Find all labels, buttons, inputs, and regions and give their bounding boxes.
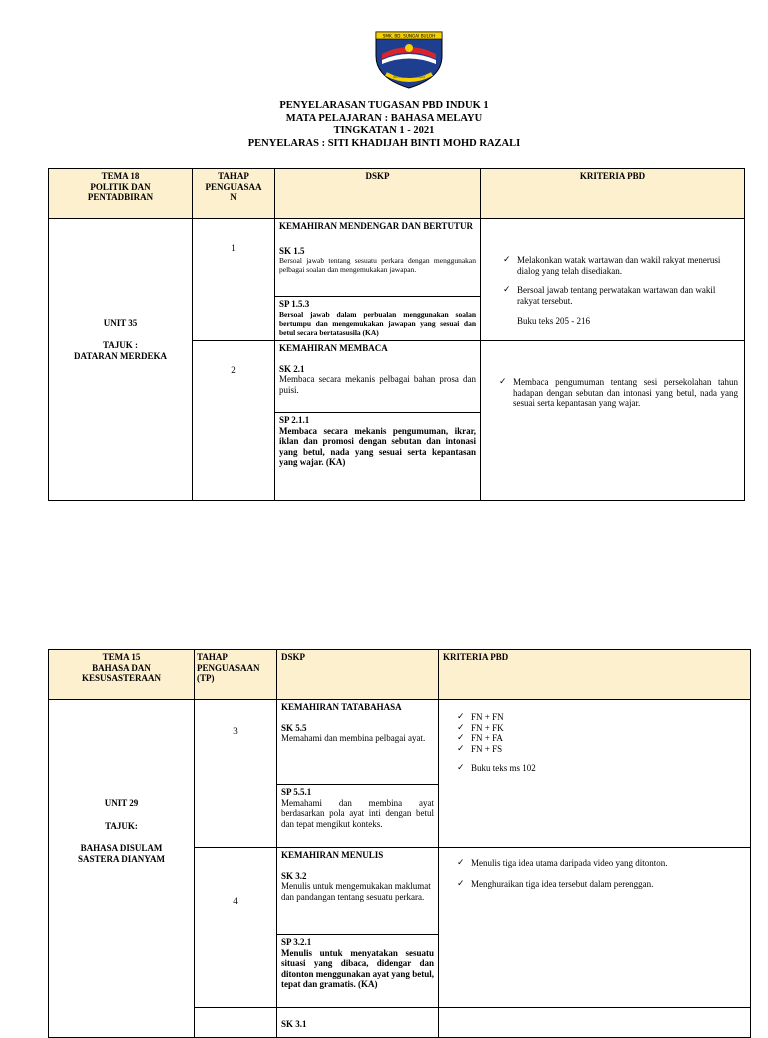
tajuk-label: TAJUK: [105,820,138,831]
kriteria-cell [439,848,751,1008]
criteria-item: ✓ Menghuraikan tiga idea tersebut dalam perenggan. [457,879,744,890]
header-tema: TEMA 18 POLITIK DAN PENTADBIRAN [49,169,193,219]
svg-text:SMK. BD. SUNGAI BULOH: SMK. BD. SUNGAI BULOH [382,33,436,39]
criteria-item: ✓ FN + FK [457,723,744,734]
tp-value: 3 [195,700,277,848]
header-dskp: DSKP [277,650,439,700]
sk-code: SK 2.1 [279,363,305,374]
unit-cell [49,219,193,501]
header-line-1: PENYELARASAN TUGASAN PBD INDUK 1 [279,100,489,111]
unit-number: UNIT 35 [103,317,138,328]
criteria-item: ✓ Membaca pengumuman tentang sesi persekolahan tahun hadapan dengan sebutan dan intonasi yang betul, nada yang sesuai serta kepantasan yang wajar. [499,377,738,409]
document-header [0,100,768,150]
header-line-3: TINGKATAN 1 - 2021 [333,125,435,136]
sp-text: Bersoal jawab dalam perbualan menggunakan soalan bertumpu dan mengemukakan jawapan yang sesuai dan betul secara bertatasusila (KA) [279,309,476,337]
svg-text:SEPAKAT BERPADU: SEPAKAT BERPADU [393,75,425,79]
sp-text: Menulis untuk menyatakan sesuatu situasi yang dibaca, didengar dan ditonton menggunakan ayat yang betul, tepat dan gramatis. (KA) [281,947,434,989]
dskp-cell [277,1008,439,1038]
criteria-item: ✓ FN + FA [457,733,744,744]
header-kriteria: KRITERIA PBD [439,650,751,700]
tp-value: 4 [195,848,277,1008]
header-tahap: TAHAP PENGUASAA N [193,169,275,219]
tp-value: 2 [193,341,275,501]
header-kriteria: KRITERIA PBD [481,169,745,219]
book-reference: Buku teks 205 - 216 [517,316,590,326]
sp-code: SP 2.1.1 [279,415,310,425]
sk-text: Bersoal jawab tentang sesuatu perkara dengan menggunakan pelbagai soalan dan mengemukakan jawapan. [279,256,476,274]
table-tema-15 [48,649,751,1038]
dskp-cell [277,700,439,848]
sk-code: SK 1.5 [279,245,305,256]
header-tema: TEMA 15 BAHASA DAN KESUSASTERAAN [49,650,195,700]
tajuk-title: DATARAN MERDEKA [74,350,167,361]
kriteria-cell [481,341,745,501]
tajuk-label: TAJUK : [102,340,139,351]
header-line-2: MATA PELAJARAN : BAHASA MELAYU [285,112,483,124]
sp-text: Membaca secara mekanis pengumuman, ikrar, iklan dan promosi dengan sebutan dan intonasi yang betul, nada yang sesuai serta kepantasan yang wajar. (KA) [279,425,476,467]
kriteria-cell [481,219,745,341]
tp-value: 1 [193,219,275,341]
kriteria-cell [439,700,751,848]
header-tahap: TAHAP PENGUASAAN (TP) [195,650,277,700]
header-dskp: DSKP [275,169,481,219]
table-tema-18 [48,168,745,501]
sk-code: SK 5.5 [281,722,307,733]
tp-value [195,1008,277,1038]
criteria-item: ✓ FN + FN [457,712,744,723]
kriteria-cell [439,1008,751,1038]
skill-title: KEMAHIRAN MEMBACA [279,343,388,353]
tajuk-title: BAHASA DISULAM SASTERA DIANYAM [78,843,165,864]
header-line-4: PENYELARAS : SITI KHADIJAH BINTI MOHD RAZALI [247,137,521,149]
skill-title: KEMAHIRAN TATABAHASA [281,702,402,712]
criteria-item: ✓ Bersoal jawab tentang perwatakan wartawan dan wakil rakyat tersebut. [503,285,738,306]
criteria-item: ✓ Melakonkan watak wartawan dan wakil rakyat menerusi dialog yang telah disediakan. [503,255,738,276]
sk-text: Memahami dan membina pelbagai ayat. [281,733,426,743]
dskp-cell [275,341,481,501]
dskp-cell [277,848,439,1008]
sp-code: SP 1.5.3 [279,299,310,309]
sk-text: Menulis untuk mengemukakan maklumat dan pandangan tentang sesuatu perkara. [281,881,431,902]
dskp-cell [275,219,481,341]
sp-text: Memahami dan membina ayat berdasarkan pola ayat inti dengan betul dan tepat mengikut konteks. [281,797,434,829]
school-logo [372,26,446,90]
sp-code: SP 5.5.1 [281,787,312,797]
skill-title: KEMAHIRAN MENDENGAR DAN BERTUTUR [279,221,473,231]
sk-code: SK 3.1 [281,1019,307,1029]
book-reference: ✓ Buku teks ms 102 [457,763,744,774]
sp-code: SP 3.2.1 [281,937,312,947]
criteria-item: ✓ Menulis tiga idea utama daripada video yang ditonton. [457,858,744,869]
sk-text: Membaca secara mekanis pelbagai bahan prosa dan puisi. [279,374,476,395]
unit-number: UNIT 29 [104,798,139,808]
unit-cell [49,700,195,1038]
skill-title: KEMAHIRAN MENULIS [281,850,384,860]
criteria-item: ✓ FN + FS [457,744,744,755]
sk-code: SK 3.2 [281,870,307,881]
